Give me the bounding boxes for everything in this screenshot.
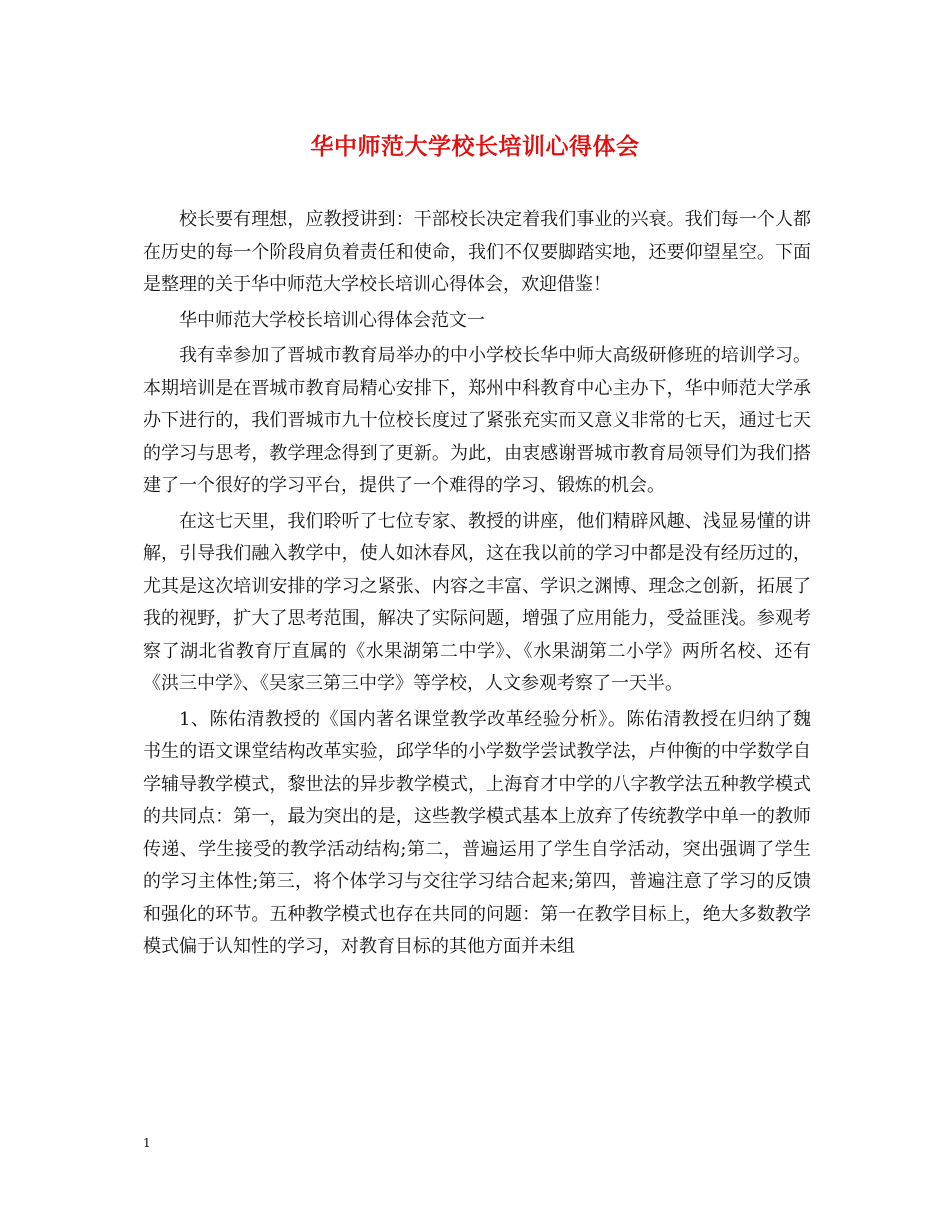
- section-heading: 华中师范大学校长培训心得体会范文一: [179, 309, 485, 331]
- body-paragraph: 1、陈佑清教授的《国内著名课堂教学改革经验分析》。陈佑清教授在归纳了魏书生的语文课堂结构改革实验，邱学华的小学数学尝试教学法，卢仲衡的中学数学自学辅导教学模式，黎世法的异步教学模式，上海育才中学的八字教学法五种教学模式的共同点：第一，最为突出的是，这些教学模式基本上放弃了传统教学中单一的教师传递、学生接受的教学活动结构;第二，普遍运用了学生自学活动，突出强调了学生的学习主体性;第三，将个体学习与交往学习结合起来;第四，普遍注意了学习的反馈和强化的环节。五种教学模式也存在共同的问题：第一在教学目标上，绝大多数教学模式偏于认知性的学习，对教育目标的其他方面并未组: [143, 708, 811, 957]
- body-paragraph: 在这七天里，我们聆听了七位专家、教授的讲座，他们精辟风趣、浅显易懂的讲解，引导我们融入教学中，使人如沐春风，这在我以前的学习中都是没有经历过的，尤其是这次培训安排的学习之紧张、内容之丰富、学识之渊博、理念之创新，拓展了我的视野，扩大了思考范围，解决了实际问题，增强了应用能力，受益匪浅。参观考察了湖北省教育厅直属的《水果湖第二中学》、《水果湖第二小学》两所名校、还有《洪三中学》、《吴家三第三中学》等学校，人文参观考察了一天半。: [143, 510, 811, 694]
- intro-paragraph: 校长要有理想，应教授讲到：干部校长决定着我们事业的兴衰。我们每一个人都在历史的每一个阶段肩负着责任和使命，我们不仅要脚踏实地，还要仰望星空。下面是整理的关于华中师范大学校长培训心得体会，欢迎借鉴！: [143, 209, 811, 295]
- page-number: 1: [143, 1136, 151, 1150]
- document-title: 华中师范大学校长培训心得体会: [310, 133, 640, 160]
- body-paragraph: 我有幸参加了晋城市教育局举办的中小学校长华中师大高级研修班的培训学习。本期培训是在晋城市教育局精心安排下，郑州中科教育中心主办下，华中师范大学承办下进行的，我们晋城市九十位校长度过了紧张充实而又意义非常的七天，通过七天的学习与思考，教学理念得到了更新。为此，由衷感谢晋城市教育局领导们为我们搭建了一个很好的学习平台，提供了一个难得的学习、锻炼的机会。: [143, 345, 811, 496]
- document-body: [143, 204, 811, 967]
